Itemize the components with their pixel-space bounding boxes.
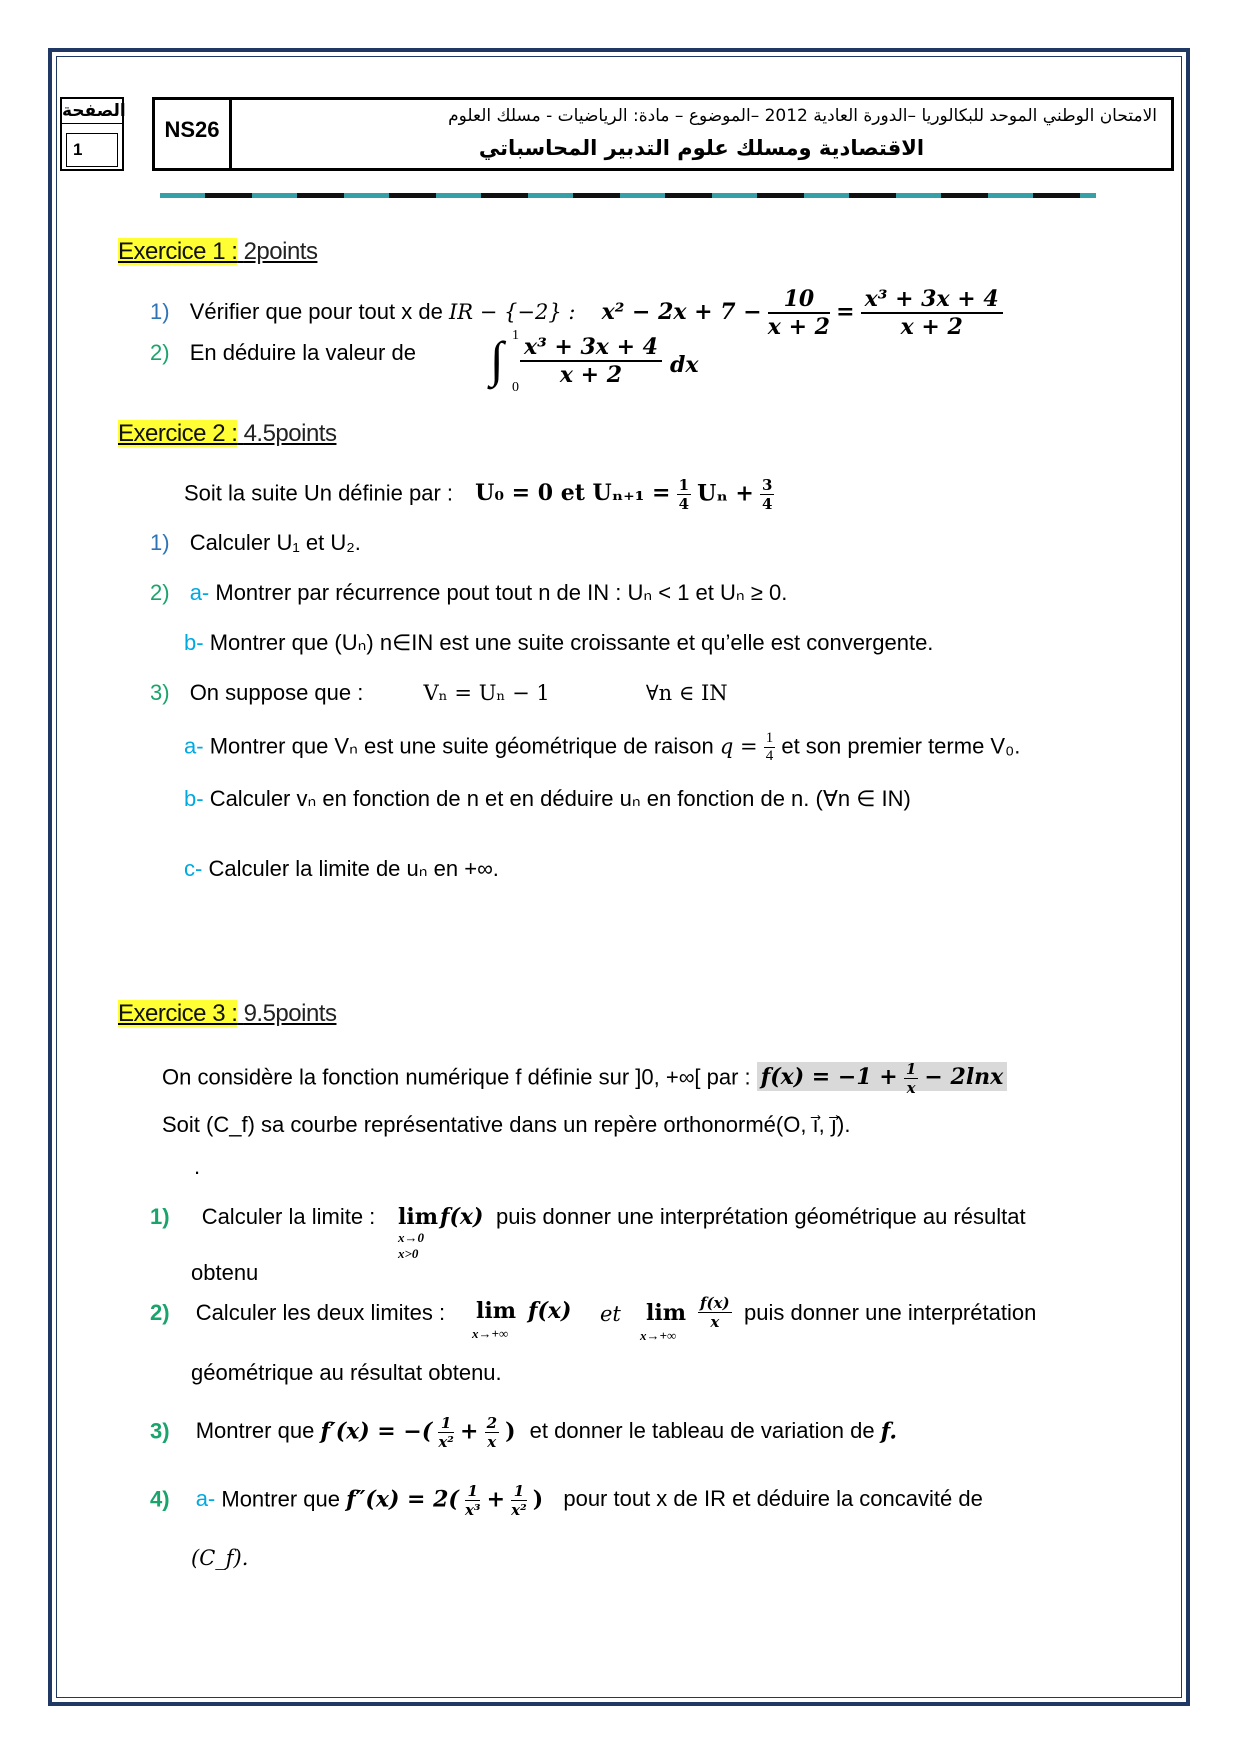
ex3-question-4a-continued: (C_f).	[191, 1546, 249, 1570]
sub-label: a-	[189, 580, 210, 605]
fraction-numerator: 3	[762, 476, 773, 494]
ex2-intro	[184, 476, 774, 513]
ex3-question-1-end: puis donner une interprétation géométrique au résultat	[496, 1204, 1026, 1229]
question-number: 2)	[150, 1300, 170, 1325]
ex1-question-1	[150, 286, 1003, 340]
ex3-question-1-continued: obtenu	[191, 1260, 259, 1285]
equals-sign: =	[836, 298, 855, 325]
sub-label: b-	[184, 630, 204, 655]
lim-fx: f(x)	[440, 1204, 484, 1230]
fraction-10-over-x2	[768, 286, 830, 340]
exercise-2-title: Exercice 2 :	[118, 420, 238, 447]
page-number-box	[60, 97, 124, 171]
fprime-start: f′(x) = −(	[320, 1418, 433, 1445]
lim-word: lim	[646, 1300, 686, 1326]
integral-upper-bound: 1	[512, 328, 519, 343]
ratio-q: q =	[719, 734, 758, 759]
fraction-one-over-x2	[511, 1482, 527, 1519]
question-text-end: et son premier terme V₀.	[781, 733, 1021, 759]
ex3-question-4a	[150, 1482, 983, 1519]
integral-lower-bound: 0	[512, 380, 519, 395]
fraction-denominator: x + 2	[900, 314, 963, 340]
exam-title-line2: الاقتصادية ومسلك علوم التدبير المحاسباتي	[478, 136, 925, 160]
integrand-fraction	[520, 334, 662, 388]
intro-text: Soit (C_f) sa courbe représentative dans un repère orthonormé(O, i⃗, j⃗).	[162, 1112, 851, 1137]
close-paren: )	[532, 1486, 544, 1513]
equation-lhs: x² − 2x + 7 −	[601, 298, 762, 325]
fraction-one-over-x	[904, 1060, 918, 1097]
fraction-denominator: 4	[762, 495, 773, 513]
fraction-numerator: 10	[768, 286, 830, 314]
lim-word: lim	[476, 1298, 516, 1324]
fraction-denominator: x²	[438, 1433, 454, 1451]
fraction-numerator: 2	[486, 1414, 497, 1432]
fraction-numerator: x³ + 3x + 4	[861, 286, 1003, 314]
lim-sub: x→+∞	[472, 1326, 509, 1341]
question-number: 3)	[150, 1418, 170, 1444]
intro-text: Soit la suite Un définie par :	[184, 480, 454, 506]
fraction-numerator: 1	[905, 1060, 917, 1078]
fraction-denominator: x³	[464, 1501, 481, 1519]
ex3-question-2-continued: géométrique au résultat obtenu.	[191, 1360, 502, 1385]
fraction-one-quarter	[677, 476, 691, 513]
ex3-question-2-end: puis donner une interprétation	[744, 1300, 1037, 1325]
ex2-question-3c	[184, 856, 499, 882]
ex2-question-3a	[184, 730, 1020, 765]
close-paren: )	[505, 1418, 516, 1445]
page-number: 1	[66, 133, 118, 167]
question-text: Vérifier que pour tout x de	[189, 298, 443, 324]
fraction-ratio	[764, 730, 776, 765]
fx-end: − 2lnx	[924, 1064, 1004, 1091]
fraction-numerator: 1	[765, 730, 774, 746]
question-text: Calculer la limite de uₙ en +∞.	[208, 856, 499, 881]
recurrence-mid: Uₙ +	[697, 480, 754, 507]
ex3-intro-1	[162, 1060, 1007, 1097]
header-divider	[160, 193, 1096, 198]
exam-title-box	[232, 97, 1174, 171]
question-text: Montrer que Vₙ est une suite géométrique de raison	[209, 733, 714, 759]
fraction-denominator: x	[710, 1313, 720, 1331]
fraction-numerator: 1	[438, 1414, 454, 1433]
fraction-denominator: x + 2	[767, 314, 830, 340]
exercise-2-heading	[118, 420, 336, 448]
exercise-1-points: 2points	[243, 238, 318, 265]
intro-text: On considère la fonction numérique f définie sur ]0, +∞[ par :	[162, 1064, 751, 1090]
et-word: et	[600, 1302, 621, 1326]
function-definition	[757, 1060, 1008, 1097]
fx-start: f(x) = −1 +	[760, 1064, 898, 1091]
question-number: 1)	[150, 298, 170, 324]
integral-sign: ∫	[490, 331, 504, 387]
fraction-denominator: 4	[678, 495, 690, 513]
question-text: Montrer que	[221, 1486, 340, 1512]
plus-sign: +	[486, 1486, 506, 1513]
lim-sub: x→+∞	[640, 1328, 677, 1343]
plus-sign: +	[460, 1418, 479, 1445]
ex3-question-2	[150, 1300, 445, 1326]
question-text-end: pour tout x de IR et déduire la concavité de	[563, 1486, 983, 1512]
question-text: Montrer que	[195, 1418, 315, 1444]
question-number: 2)	[150, 580, 170, 605]
fraction-denominator: x	[487, 1433, 497, 1451]
domain-set: IR − {−2} :	[448, 299, 576, 324]
exercise-2-points: 4.5points	[243, 420, 337, 447]
ex3-question-1	[150, 1204, 375, 1230]
question-text: Calculer U₁ et U₂.	[189, 530, 361, 555]
lim-fx: f(x)	[528, 1298, 572, 1324]
ex2-question-2b	[184, 630, 933, 656]
fraction-denominator: x	[906, 1079, 916, 1097]
fraction-two-over-x	[485, 1414, 499, 1451]
fraction-fx-over-x	[698, 1294, 732, 1331]
forall-n: ∀n ∈ IN	[645, 681, 728, 705]
question-text: Montrer que (Uₙ) n∈IN est une suite croissante et qu’elle est convergente.	[209, 630, 934, 655]
stray-dot: .	[194, 1154, 201, 1179]
fraction-numerator: f(x)	[700, 1294, 730, 1312]
sub-label: a-	[184, 733, 204, 759]
exam-code: NS26	[152, 97, 232, 171]
fraction-numerator: 1	[465, 1482, 481, 1501]
question-number: 1)	[150, 530, 170, 555]
integrand-numerator: x³ + 3x + 4	[520, 334, 662, 362]
question-number: 1)	[150, 1204, 170, 1229]
ex3-question-3	[150, 1414, 897, 1451]
question-text: En déduire la valeur de	[189, 340, 416, 365]
f-symbol: f.	[880, 1418, 898, 1445]
exam-title-line1: الامتحان الوطني الموحد للبكالوريا –الدورة العادية 2012 –الموضوع – مادة: الرياضيات - مسلك العلوم	[448, 106, 1157, 126]
question-number: 3)	[150, 680, 170, 705]
vn-definition: Vₙ = Uₙ − 1	[423, 681, 550, 705]
exercise-3-heading	[118, 1000, 336, 1028]
recurrence-start: U₀ = 0 et Uₙ₊₁ =	[475, 480, 671, 507]
integral-dx: dx	[670, 352, 699, 378]
page-label: الصفحة	[62, 101, 122, 124]
fsecond-start: f″(x) = 2(	[346, 1486, 459, 1513]
integrand-denominator: x + 2	[559, 362, 623, 388]
fraction-cubic-over-x2	[861, 286, 1003, 340]
sub-label: a-	[195, 1486, 216, 1512]
question-text: Calculer la limite :	[201, 1204, 376, 1229]
ex3-intro-2	[162, 1112, 850, 1138]
fraction-one-over-x2	[438, 1414, 454, 1451]
lim-sub-1: x→0	[398, 1230, 424, 1245]
question-text: Montrer par récurrence pout tout n de IN : Uₙ < 1 et Uₙ ≥ 0.	[215, 580, 788, 605]
exercise-3-points: 9.5points	[243, 1000, 337, 1027]
ex1-integral	[490, 328, 720, 398]
question-text: On suppose que :	[189, 680, 364, 705]
ex2-question-1	[150, 530, 361, 556]
question-text: Calculer les deux limites :	[195, 1300, 446, 1325]
ex2-question-3	[150, 680, 728, 706]
fraction-three-quarters	[760, 476, 774, 513]
exercise-1-title: Exercice 1 :	[118, 238, 238, 265]
exercise-3-title: Exercice 3 :	[118, 1000, 238, 1027]
limit-at-infinity	[472, 1298, 576, 1342]
lim-sub-2: x>0	[398, 1246, 419, 1261]
lim-word: lim	[398, 1204, 438, 1230]
fraction-denominator: 4	[765, 748, 774, 764]
fraction-one-over-x3	[465, 1482, 481, 1519]
sub-label: c-	[184, 856, 203, 881]
ex1-question-2	[150, 340, 416, 366]
question-number: 2)	[150, 340, 170, 365]
question-text-end: et donner le tableau de variation de	[529, 1418, 875, 1444]
fraction-numerator: 1	[511, 1482, 527, 1501]
question-number: 4)	[150, 1486, 170, 1512]
question-text: Calculer vₙ en fonction de n et en déduire uₙ en fonction de n. (∀n ∈ IN)	[209, 786, 911, 811]
ex2-question-2a	[150, 580, 787, 606]
ex2-question-3b	[184, 786, 911, 812]
exercise-1-heading	[118, 238, 317, 266]
fraction-denominator: x²	[511, 1501, 527, 1519]
fraction-numerator: 1	[678, 476, 690, 494]
sub-label: b-	[184, 786, 204, 811]
